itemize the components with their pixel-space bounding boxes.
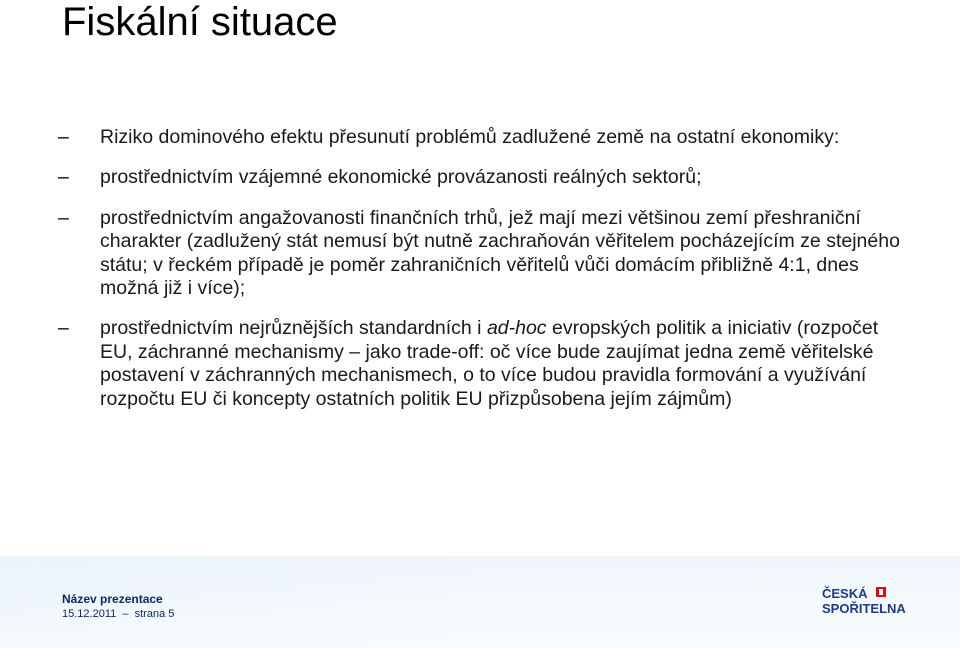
bullet-text: Riziko dominového efektu přesunutí problémů zadlužené země na ostatní ekonomiky:	[100, 126, 840, 148]
bullet-dash: –	[58, 166, 69, 189]
bullet-text	[100, 317, 900, 411]
bullet-text: prostřednictvím angažovanosti finančních trhů, jež mají mezi většinou zemí přeshraniční charakter (zadlužený stát nemusí být nutně zachraňován věřitelem pocházejícím ze stejného státu; v řeckém případě je poměr zahraničních věřitelů vůči domácím přibližně 4:1, dnes možná již i více);	[100, 206, 900, 300]
bullet-dash: –	[58, 126, 69, 148]
footer-page: strana 5	[134, 608, 175, 620]
presentation-name: Název prezentace	[62, 592, 163, 606]
bullet-text: prostřednictvím vzájemné ekonomické provázanosti reálných sektorů;	[100, 166, 702, 189]
bullet-text-part: evropských politik a iniciativ (rozpočet EU, záchranné mechanismy – jako trade-off: oč více bude zaujímat jedna země věřitelské postavení v záchranných mechanismech, o to více budou pravidla formování a využívání rozpočtu EU či koncepty ostatních politik EU přizpůsobena jejím zájmům)	[100, 317, 879, 410]
logo-text-line1: ČESKÁ	[822, 586, 868, 601]
footer-date: 15.12.2011	[62, 608, 117, 620]
logo-mark-icon	[876, 587, 886, 597]
bullet-item	[0, 166, 960, 189]
bullet-text-part: prostřednictvím nejrůznějších standardních i	[100, 317, 487, 340]
slide-title: Fiskální situace	[62, 0, 338, 44]
bullet-item	[0, 207, 960, 301]
bullet-item	[0, 126, 960, 149]
bullet-dash: –	[58, 206, 69, 229]
footer-separator: –	[119, 608, 132, 620]
bullet-text-italic: ad-hoc	[486, 317, 547, 340]
bullet-list	[0, 126, 960, 428]
logo-text-line2: SPOŘITELNA	[822, 601, 906, 616]
ceska-sporitelna-logo	[822, 586, 906, 620]
bullet-dash: –	[58, 317, 69, 340]
footer-meta	[62, 608, 174, 620]
bullet-item	[0, 317, 960, 411]
